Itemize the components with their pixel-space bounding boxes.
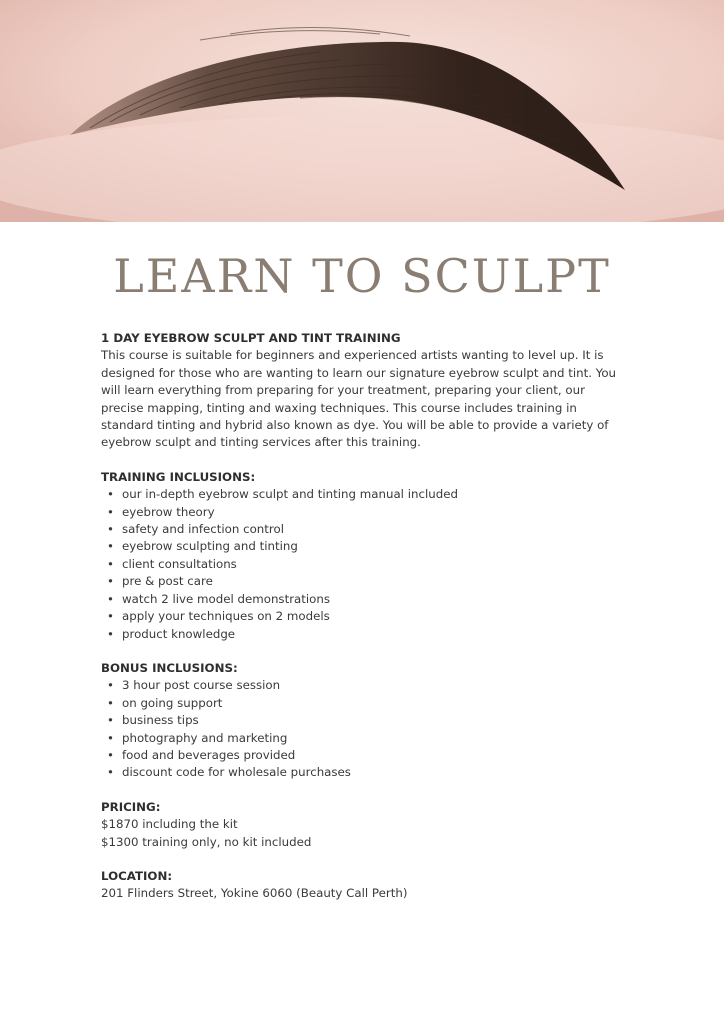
list-item-text: apply your techniques on 2 models	[122, 609, 330, 624]
list-item	[101, 591, 621, 608]
list-item	[101, 504, 621, 521]
list-item-text: photography and marketing	[122, 730, 288, 745]
bullet-icon: •	[107, 713, 114, 728]
list-item	[101, 626, 621, 643]
list-item-text: eyebrow theory	[122, 504, 215, 519]
eyebrow-photo	[0, 0, 724, 222]
list-item	[101, 573, 621, 590]
page-title: LEARN TO SCULPT	[113, 249, 611, 303]
training-list	[101, 486, 621, 643]
spacer	[101, 452, 621, 469]
list-item	[101, 608, 621, 625]
list-item	[101, 712, 621, 729]
list-item-text: watch 2 live model demonstrations	[122, 591, 331, 606]
bullet-icon: •	[107, 765, 114, 780]
training-heading: TRAINING INCLUSIONS:	[101, 469, 256, 484]
list-item	[101, 677, 621, 694]
bullet-icon: •	[107, 609, 114, 624]
bullet-icon: •	[107, 626, 114, 641]
price-no-kit: $1300 training only, no kit included	[101, 834, 312, 849]
spacer	[101, 782, 621, 799]
course-description: This course is suitable for beginners and experienced artists wanting to level up. It is designed for those who are wanting to learn our signature eyebrow sculpt and tint. You will learn everything from preparing for your treatment, preparing your client, our precise mapping, tinting and waxing techniques. This course includes training in standard tinting and hybrid also known as dye. You will be able to provide a variety of eyebrow sculpt and tinting services after this training.	[101, 348, 617, 450]
bullet-icon: •	[107, 574, 114, 589]
bullet-icon: •	[107, 487, 114, 502]
bullet-icon: •	[107, 556, 114, 571]
spacer	[101, 851, 621, 868]
list-item-text: food and beverages provided	[122, 747, 296, 762]
bullet-icon: •	[107, 522, 114, 537]
bonus-heading: BONUS INCLUSIONS:	[101, 660, 238, 675]
bullet-icon: •	[107, 695, 114, 710]
course-content	[101, 330, 621, 903]
course-heading: 1 DAY EYEBROW SCULPT AND TINT TRAINING	[101, 331, 401, 345]
list-item	[101, 556, 621, 573]
list-item-text: business tips	[122, 713, 199, 728]
price-kit: $1870 including the kit	[101, 817, 238, 832]
list-item	[101, 486, 621, 503]
bullet-icon: •	[107, 504, 114, 519]
list-item-text: safety and infection control	[122, 522, 284, 537]
list-item-text: our in-depth eyebrow sculpt and tinting manual included	[122, 487, 458, 502]
list-item-text: 3 hour post course session	[122, 678, 281, 693]
location-address: 201 Flinders Street, Yokine 6060 (Beauty Call Perth)	[101, 886, 408, 901]
list-item-text: on going support	[122, 695, 223, 710]
list-item-text: client consultations	[122, 556, 237, 571]
spacer	[101, 643, 621, 660]
location-heading: LOCATION:	[101, 868, 173, 883]
bullet-icon: •	[107, 730, 114, 745]
list-item-text: eyebrow sculpting and tinting	[122, 539, 298, 554]
bonus-list	[101, 677, 621, 781]
pricing-heading: PRICING:	[101, 799, 161, 814]
bullet-icon: •	[107, 539, 114, 554]
list-item	[101, 730, 621, 747]
list-item-text: pre & post care	[122, 574, 213, 589]
bullet-icon: •	[107, 591, 114, 606]
list-item	[101, 538, 621, 555]
bullet-icon: •	[107, 678, 114, 693]
list-item	[101, 521, 621, 538]
list-item	[101, 747, 621, 764]
list-item-text: discount code for wholesale purchases	[122, 765, 351, 780]
list-item	[101, 695, 621, 712]
list-item-text: product knowledge	[122, 626, 236, 641]
bullet-icon: •	[107, 747, 114, 762]
list-item	[101, 764, 621, 781]
